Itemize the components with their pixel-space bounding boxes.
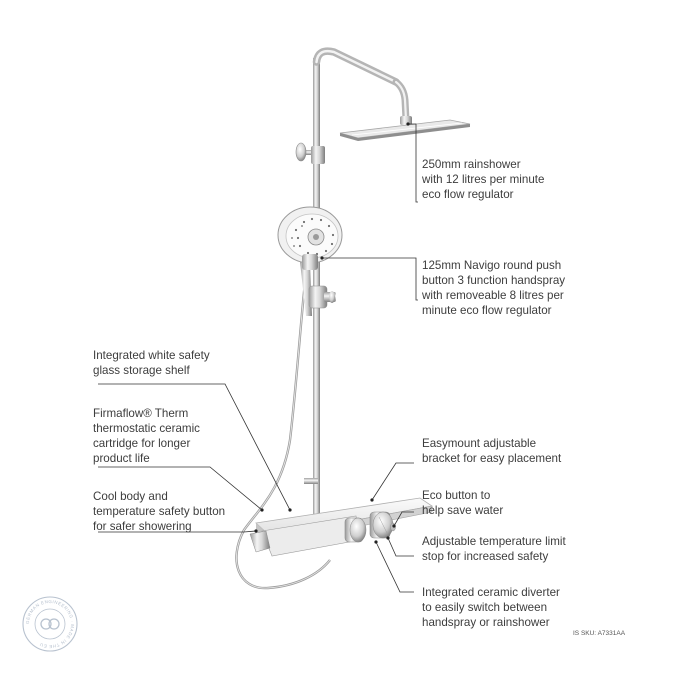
right-control-knob [370,512,393,538]
cool-body-line: for safer showering [93,520,192,533]
diverter-label [422,585,560,630]
cool-body-line: Cool body and [93,490,168,503]
rainshower-line: eco flow regulator [422,188,514,201]
shelf-line: Integrated white safety [93,349,210,362]
cartridge-label [93,406,200,466]
rainshower-line: with 12 litres per minute [422,173,545,186]
temp-limit-label [422,534,566,564]
rings-icon [41,619,59,629]
handspray-line: minute eco flow regulator [422,304,552,317]
cartridge-line: thermostatic ceramic [93,422,200,435]
cool-body-line: temperature safety button [93,505,226,518]
diverter-line: handspray or rainshower [422,616,550,629]
cartridge-line: cartridge for longer [93,437,191,450]
sku-value: A7331AA [597,630,626,637]
eco-button-line: help save water [422,504,504,517]
slide-bracket [309,286,336,308]
handspray-line: with removeable 8 litres per [422,289,564,302]
rainshower-label [422,157,544,202]
shelf-label [93,348,210,378]
sku-code [573,630,625,637]
rainshower-line: 250mm rainshower [422,158,521,171]
cool-body-label [93,489,225,534]
shelf-line: glass storage shelf [93,364,190,377]
handspray-label [422,258,565,318]
sku-prefix: IS SKU: [573,630,597,637]
eco-button-line: Eco button to [422,489,491,502]
bracket-line: bracket for easy placement [422,452,562,465]
diverter-line: Integrated ceramic diverter [422,586,560,599]
thermostat-shelf [250,498,432,556]
cartridge-line: Firmaflow® Therm [93,407,189,420]
eco-button-label [422,488,503,518]
diverter-line: to easily switch between [422,601,548,614]
upper-wall-bracket [296,143,325,164]
cartridge-line: product life [93,452,150,465]
bracket-label [422,436,561,466]
badge-text: GERMAN ENGINEERING · MADE IN THE EU [24,598,76,650]
svg-text:GERMAN ENGINEERING · MADE IN T [25,599,75,649]
temp-limit-line: Adjustable temperature limit [422,535,566,548]
temp-limit-line: stop for increased safety [422,550,549,563]
handspray-line: button 3 function handspray [422,274,566,287]
handspray-line: 125mm Navigo round push [422,259,562,272]
left-control-knob [345,518,366,542]
bracket-line: Easymount adjustable [422,437,537,450]
german-engineering-badge [21,595,79,653]
